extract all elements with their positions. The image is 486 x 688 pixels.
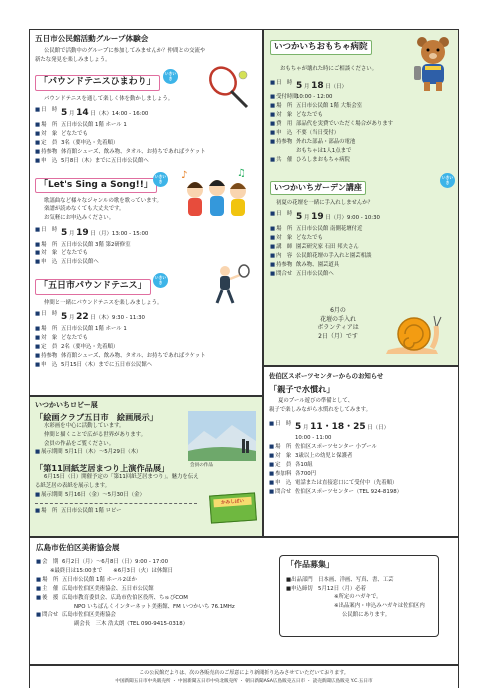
- event-date-row: ■ 日 時 5 月 19 日（月）13:00 - 15:00: [35, 226, 257, 241]
- sports-center-section: [263, 366, 459, 537]
- svg-text:♪: ♪: [181, 169, 188, 181]
- event-info-row: ■ 申 込 五日市公民館へ: [35, 258, 257, 267]
- member-painting-caption: 会員の作品: [190, 463, 213, 468]
- event-info-row: ■ 対 象 どなたでも: [35, 334, 257, 343]
- footer-sponsors: 中国新聞五日市中央販売所 ・ 中国新聞五日市中央北販売所 ・ 朝日新聞ASA広島販売五日市 ・ 読売新聞広島販売 Y.C.五日市: [115, 678, 373, 684]
- event-info-row: ■ 定 員 2名（要申込・先着順）: [35, 343, 257, 352]
- water-lesson-info-row: ■ 申 込 電話または直接窓口にて受付中（先着順）: [269, 479, 453, 488]
- toy-hospital-info-row: ■ 費 用 部品代を実費でいただく場合があります: [270, 120, 452, 129]
- event-info-row: ■ 定 員 3名（要申込・先着順）: [35, 139, 257, 148]
- toy-hospital-title: いつかいちおもちゃ病院: [270, 40, 372, 55]
- water-lesson-desc: 親子で楽しみながら水慣れをしてみます。: [269, 406, 371, 413]
- event-info-row: ■ 持参物 体育館シューズ、飲み物、タオル、お持ちであればラケット: [35, 352, 257, 361]
- artwork-call-box: [279, 555, 439, 637]
- artwork-call-line: ※出品案内・申込みハガキは佐伯区内: [334, 602, 425, 609]
- singers-illustration-icon: [175, 166, 257, 224]
- footer: [29, 665, 459, 688]
- kamishibai-exhibit-desc: る紙芝居の表紙を展示します。: [35, 482, 111, 489]
- intro-line: 公民館で活動中のグループに参加してみませんか？仲間との交流や: [44, 48, 206, 54]
- divider: [35, 503, 197, 504]
- painting-exhibit-desc: 水彩画を中心に活動しています。: [44, 423, 125, 430]
- event-description: 楽譜が読めなくても大丈夫です。: [44, 206, 125, 213]
- lobby-place-row: ■ 場 所 五日市公民館 1階 ロビー: [35, 507, 257, 516]
- event-title-lets-sing: 「Let's Sing a Song!!」: [35, 178, 157, 193]
- artwork-call-title: 「作品募集」: [286, 560, 334, 569]
- water-lesson-date-row: ■ 日 時 5 月 11・18・25 日（日）: [269, 420, 453, 435]
- water-lesson-info-row: ■ 対 象 3歳以上の幼児と保護者: [269, 452, 453, 461]
- toy-hospital-intro: おもちゃが壊れた時にご相談ください。: [280, 66, 378, 72]
- event-info-row: ■ 場 所 五日市公民館 1階 ホール 1: [35, 325, 257, 334]
- event-info-row: ■ 申 込 5月15日（木）までに五日市公民館へ: [35, 361, 257, 370]
- event-description: 歌謡曲など様々なジャンルの歌を歌っています。: [44, 197, 162, 204]
- water-lesson-desc: 夏のプール遊びの準備として、: [278, 398, 354, 405]
- snail-volunteer-note: 6月の 花壇の手入れ ボランティアは 2日（月）です: [317, 307, 359, 341]
- svg-text:♫: ♫: [237, 167, 246, 179]
- garden-info-row: ■ 講 師 園芸研究家 石田 邦夫さん: [270, 243, 452, 252]
- painting-exhibit-title: 「絵画クラブ五日市 絵画展示」: [35, 412, 158, 422]
- event-description: パウンドテニスを通して楽しく体を動かしましょう。: [44, 95, 174, 102]
- event-info-row: ■ 申 込 5月8日（木）までに五日市公民館へ: [35, 157, 257, 166]
- kamishibai-exhibit-period: ■ 展示期間 5月16日（金）〜5月30日（金）: [35, 491, 257, 500]
- toy-hospital-garden-section: [263, 29, 459, 366]
- art-exhibit-title: 広島市佐伯区美術協会展: [36, 543, 120, 552]
- event-title-pound-tennis-himawari: 「パウンドテニスひまわり」: [35, 75, 160, 90]
- sports-center-header: 佐伯区スポーツセンターからのお知らせ: [269, 372, 384, 380]
- garden-date-row: ■ 日 時 5 月 19 日（月）9:00 - 10:30: [270, 210, 452, 225]
- group-experience-section: [29, 29, 263, 396]
- water-lesson-info-row: ■ 定 員 各10組: [269, 461, 453, 470]
- water-lesson-info-row: ■ 場 所 佐伯区スポーツセンター 小プール: [269, 443, 453, 452]
- toy-hospital-info-row: ■ 場 所 五日市公民館 1階 大集会室: [270, 102, 452, 111]
- ikiiki-badge: いきいき: [153, 273, 168, 288]
- artwork-call-line: ※所定のハガキで。: [334, 594, 382, 601]
- event-info-row: ■ 対 象 どなたでも: [35, 249, 257, 258]
- garden-info-row: ■ 対 象 どなたでも: [270, 234, 452, 243]
- tennis-player-icon: [207, 263, 251, 311]
- toy-hospital-info-row: ■ 共 催 ひろしまおもちゃ病院: [270, 156, 452, 165]
- member-painting-image: [188, 411, 256, 461]
- event-info-row: ■ 場 所 五日市公民館 1階 ホール 1: [35, 121, 257, 130]
- toy-hospital-info-row: おもちゃは1人1点まで: [296, 147, 352, 154]
- garden-info-row: ■ 持参物 飲み物、園芸道具: [270, 261, 452, 270]
- toy-bear-doctor-icon: [410, 32, 456, 94]
- lobby-title: いつかいちロビー展: [35, 401, 98, 409]
- water-lesson-info-row: ■ 問合せ 佐伯区スポーツセンター（TEL 924-8198）: [269, 488, 453, 497]
- painting-exhibit-period: ■ 展示期間 5月1日（木）〜5月29日（木）: [35, 448, 257, 457]
- artwork-call-line: ■申込締切 5月12日（月）必着: [286, 585, 367, 592]
- artwork-call-line: ■出品部門 日本画、洋画、写真、書、工芸: [286, 577, 394, 583]
- event-info-row: ■ 持参物 体育館シューズ、飲み物、タオル、お持ちであればラケット: [35, 148, 257, 157]
- art-info-row: ■ 主 催 広島市佐伯区美術協会、五日市公民館: [36, 585, 452, 594]
- lobby-exhibition-section: [29, 396, 263, 537]
- snail-icon: [384, 308, 442, 356]
- kamishibai-exhibit-desc: 6月15日（日）開催予定の「第11回紙芝居まつり」。魅力を伝え: [44, 474, 199, 481]
- garden-intro: 初夏の花壇を一緒に手入れしませんか？: [276, 199, 374, 206]
- event-title-itsukaichi-pound-tennis: 「五日市パウンドテニス」: [35, 279, 151, 294]
- ikiiki-badge: いきいき: [153, 172, 168, 187]
- garden-info-row: ■ 内 容 公民館花壇の手入れと園芸相談: [270, 252, 452, 261]
- toy-hospital-date-row: ■ 日 時 5 月 18 日（日）: [270, 79, 452, 94]
- painting-exhibit-desc: 会員の作品をご覧ください。: [44, 440, 115, 447]
- kamishibai-exhibit-title: 「第11回紙芝居まつり上演作品展」: [35, 463, 170, 474]
- event-date-row: ■ 日 時 5 月 22 日（木）9:30 - 11:30: [35, 310, 257, 325]
- garden-info-row: ■ 場 所 五日市公民館 南側花壇付近: [270, 225, 452, 234]
- art-info-row: ■ 場 所 五日市公民館 1階 ホール2ほか: [36, 576, 452, 585]
- event-info-row: ■ 場 所 五日市公民館 3階 第2研修室: [35, 241, 257, 250]
- event-info-row: ■ 対 象 どなたでも: [35, 130, 257, 139]
- art-info-row: ■ 後 援 広島市教育委員会、広島市佐伯区役所、ちゅぴCOM: [36, 594, 452, 603]
- toy-hospital-info-row: ■ 持参物 外れた部品・部品の電池: [270, 138, 452, 147]
- art-info-row: NPO いちばんくインターネット美術館、FM いつかいち 76.1MHz: [74, 603, 235, 610]
- toy-hospital-info-row: ■ 受付時間 10:00 - 12:00: [270, 93, 452, 102]
- water-lesson-title: 「親子で水慣れ」: [269, 384, 335, 394]
- kamishibai-book-image: かみしばい: [209, 492, 257, 523]
- tennis-racket-icon: [203, 65, 255, 111]
- art-info-row: ■ 会 期 6月2日（月）〜6月8日（日）9:00 - 17:00: [36, 558, 452, 567]
- art-info-row: ※最終日は15:00まで ※6月3日（火）は休館日: [50, 567, 174, 574]
- garden-title: いつかいちガーデン講座: [270, 181, 366, 195]
- art-info-row: 副会長 三木 浩太朗（TEL 090-9415-0318）: [74, 621, 189, 628]
- toy-hospital-info-row: ■ 申 込 不要（当日受付）: [270, 129, 452, 138]
- event-date-row: ■ 日 時 5 月 14 日（木）14:00 - 16:00: [35, 106, 257, 121]
- art-info-row: ■ 問合せ 広島市佐伯区美術協会: [36, 611, 452, 620]
- toy-hospital-info-row: ■ 対 象 どなたでも: [270, 111, 452, 120]
- artwork-call-line: 公民館にあります。: [342, 611, 391, 618]
- intro-line: 新たな発見を楽しみましょう。: [35, 56, 111, 63]
- water-lesson-info-row: ■ 参加料 各700円: [269, 470, 453, 479]
- water-lesson-time-row: 10:00 - 11:00: [295, 435, 332, 442]
- ikiiki-badge: いきいき: [440, 173, 455, 188]
- garden-info-row: ■ 問合せ 五日市公民館へ: [270, 270, 452, 279]
- footer-note: この公民館だよりは、次の各販売店のご厚意により新聞折り込みさせていただいております。: [139, 670, 349, 676]
- event-description: 仲間と一緒にパウンドテニスを楽しみましょう。: [44, 299, 163, 306]
- event-description: お気軽にお申込みください。: [44, 215, 115, 222]
- ikiiki-badge: いきいき: [163, 69, 178, 84]
- painting-exhibit-desc: 仲間と描くことで広がる世界があります。: [44, 431, 146, 438]
- art-association-section: [29, 537, 459, 665]
- section-title: 五日市公民館活動グループ体験会: [35, 34, 149, 43]
